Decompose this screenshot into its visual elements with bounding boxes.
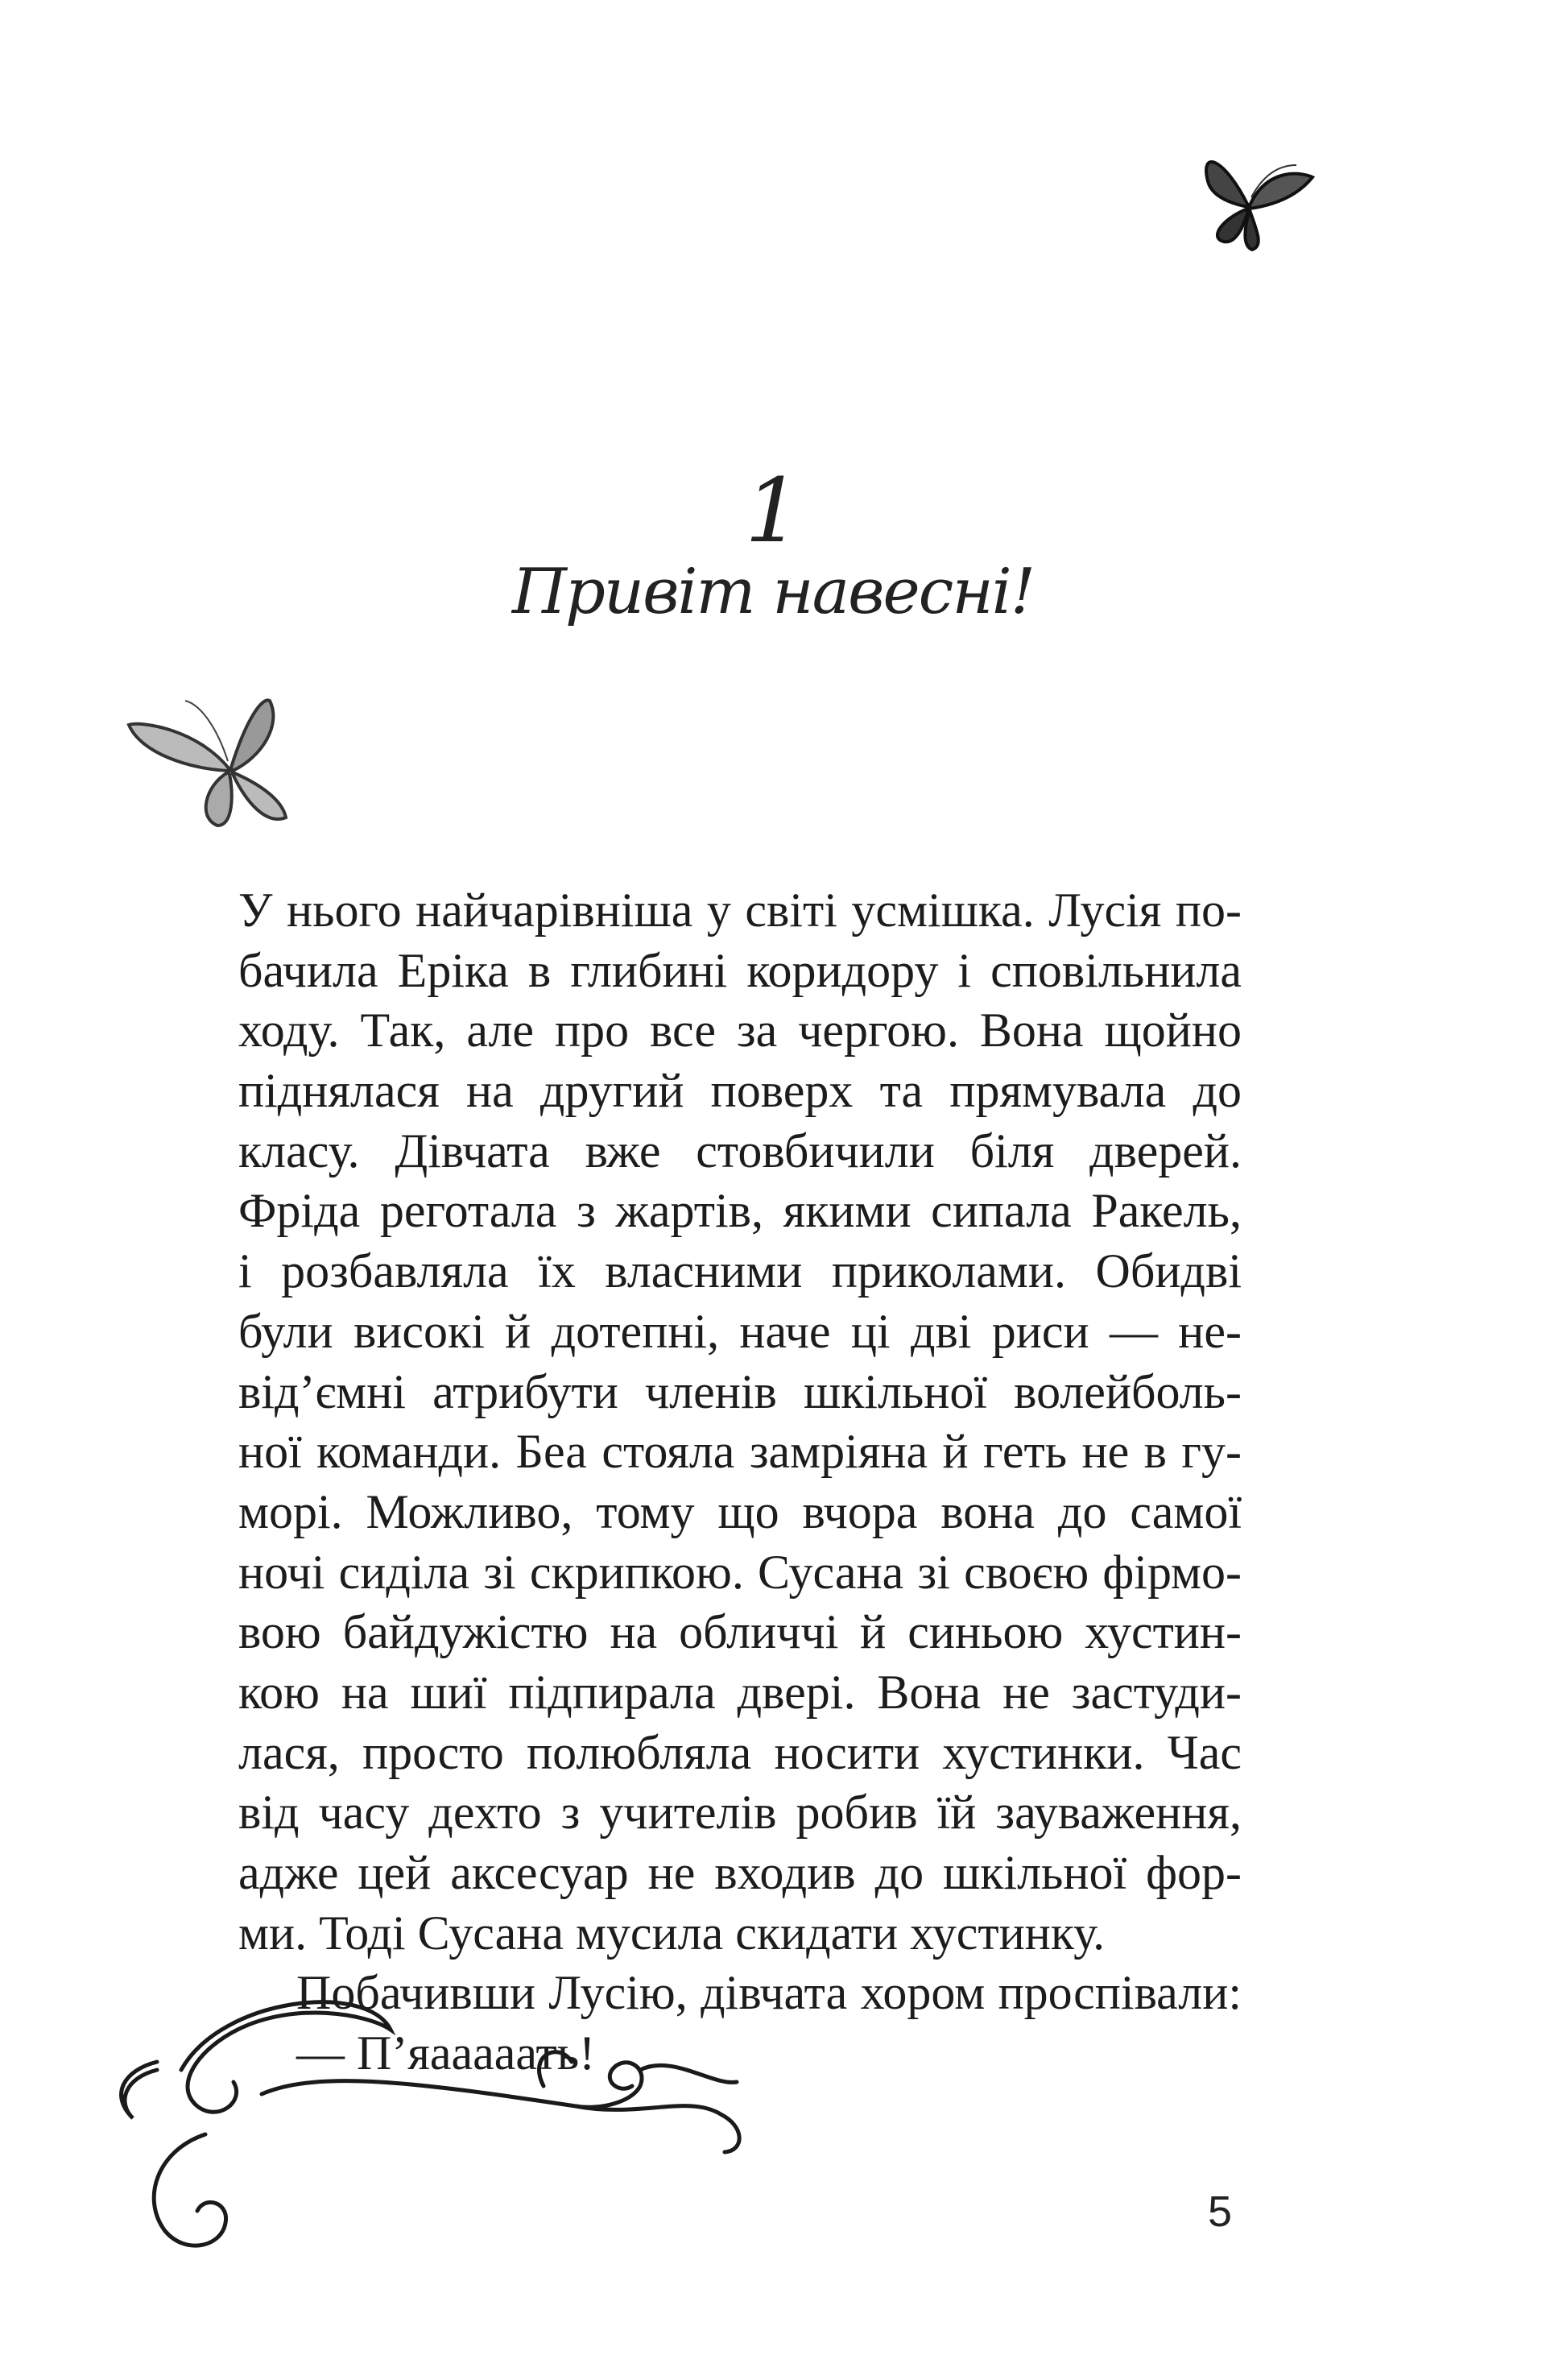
- text-line: були високі й дотепні, наче ці дві риси — не-: [238, 1304, 1242, 1358]
- page-number: 5: [1208, 2188, 1233, 2236]
- body-text: [238, 880, 1242, 2084]
- text-line: ночі сиділа зі скрипкою. Сусана зі своєю фірмо-: [238, 1545, 1242, 1599]
- text-line: адже цей аксесуар не входив до шкільної фор-: [238, 1846, 1242, 1899]
- text-line: У нього найчарівніша у світі усмішка. Лусія по-: [238, 884, 1242, 937]
- text-line: піднялася на другий поверх та прямувала до: [238, 1064, 1242, 1118]
- text-line: Фріда реготала з жартів, якими сипала Ракель,: [238, 1184, 1242, 1238]
- text-line: ми. Тоді Сусана мусила скидати хустинку.: [238, 1906, 1106, 1960]
- text-line: ходу. Так, але про все за чергою. Вона щойно: [238, 1004, 1242, 1058]
- text-line: бачила Еріка в глибині коридору і сповільнила: [238, 943, 1242, 997]
- dialogue-line: — П’яааааать!: [296, 2026, 596, 2080]
- text-line: ної команди. Беа стояла замріяна й геть не в гу-: [238, 1425, 1242, 1479]
- text-line: від часу дехто з учителів робив їй зауваження,: [238, 1786, 1242, 1840]
- text-line: кою на шиї підпирала двері. Вона не застуди-: [238, 1665, 1242, 1719]
- chapter-title: Привіт навесні!: [511, 556, 1035, 628]
- butterfly-dark-icon: [1192, 141, 1321, 254]
- text-line: від’ємні атрибути членів шкільної волейболь-: [238, 1364, 1242, 1418]
- text-line: класу. Дівчата вже стовбичили біля дверей.: [238, 1124, 1242, 1178]
- butterfly-grey-icon: [125, 681, 302, 834]
- text-line: Побачивши Лусію, дівчата хором проспівали:: [296, 1966, 1242, 2020]
- text-line: вою байдужістю на обличчі й синьою хустин-: [238, 1605, 1242, 1659]
- text-line: лася, просто полюбляла носити хустинки. Час: [238, 1725, 1242, 1779]
- text-line: і розбавляла їх власними приколами. Обидві: [238, 1244, 1242, 1298]
- chapter-number: 1: [745, 459, 801, 562]
- text-line: морі. Можливо, тому що вчора вона до самої: [238, 1484, 1242, 1538]
